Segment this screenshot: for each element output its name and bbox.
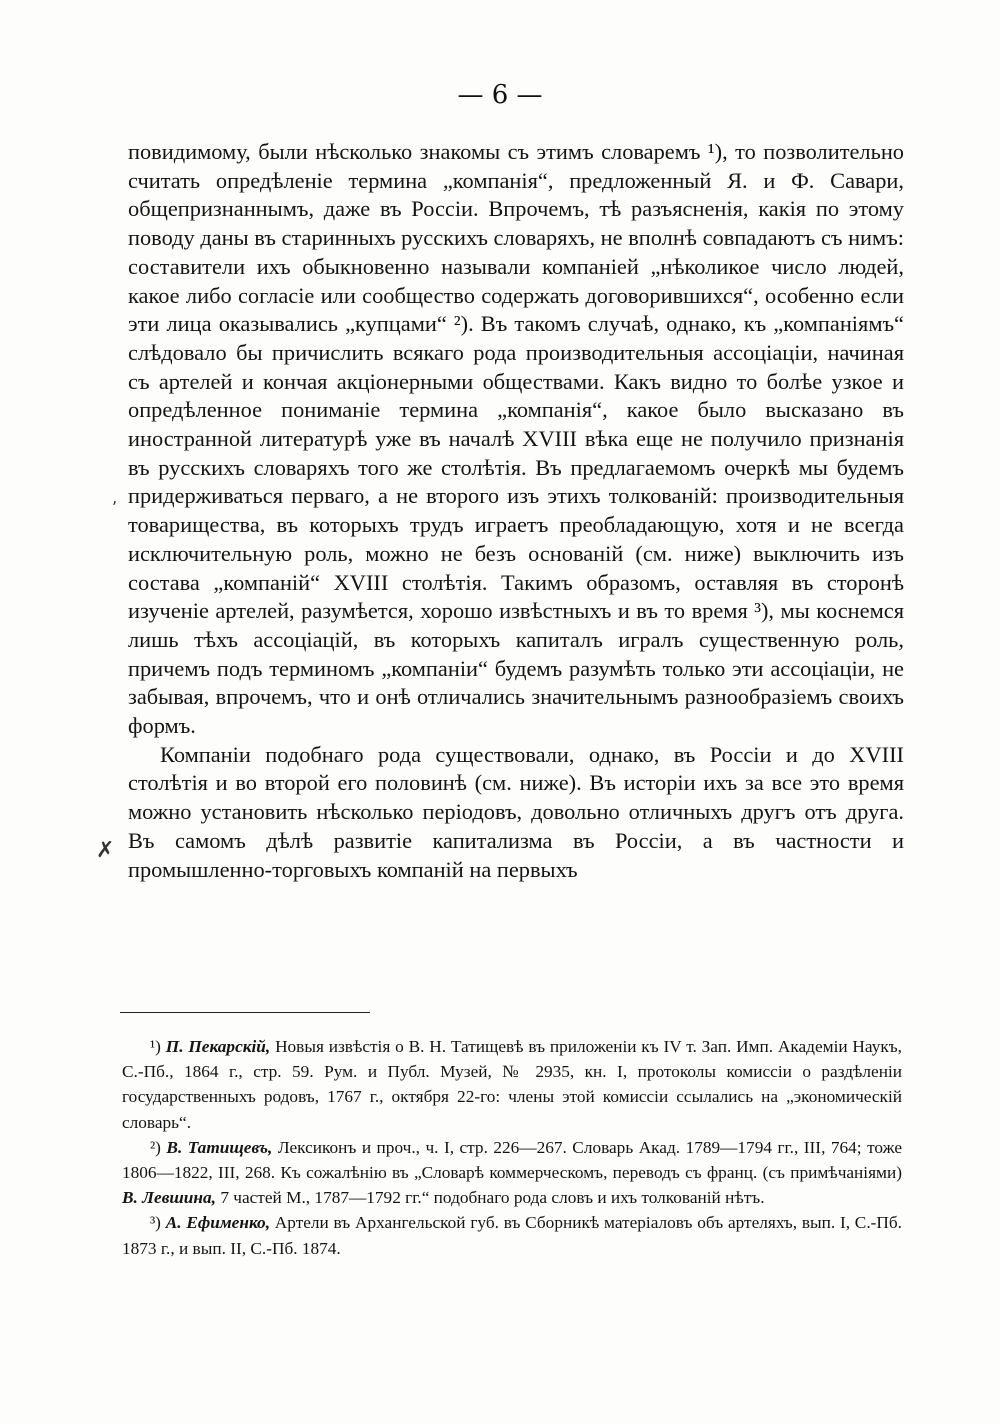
paragraph: Компаніи подобнаго рода существовали, однако, въ Россіи и до XVIII столѣтія и во второй его половинѣ (см. ниже). Въ исторіи ихъ за все это время можно установить нѣсколько періодовъ, довольно отличныхъ другъ отъ друга. Въ самомъ дѣлѣ развитіе капитализма въ Россіи, а въ частности и промышленно-торговыхъ компаній на первыхъ [128, 741, 904, 882]
main-text [128, 138, 904, 884]
footnote-text: Новыя извѣстія о В. Н. Татищевѣ въ приложеніи къ IV т. Зап. Имп. Академіи Наукъ, С.-Пб., 1864 г., стр. 59. Рум. и Публ. Музей, № 2935, кн. I, протоколы комиссіи о раздѣленіи государственныхъ родовъ, 1767 г., октября 22-го: члены этой комиссіи ссылались на „экономическій словарь“. [122, 1037, 902, 1132]
footnote-3 [122, 1210, 902, 1260]
margin-tick-mark: ‚ [112, 488, 118, 507]
footnote-rule [120, 1012, 370, 1013]
footnote-1 [122, 1034, 902, 1135]
footnote-text: Артели въ Архангельской губ. въ Сборникѣ матеріаловъ объ артеляхъ, вып. I, С.-Пб. 1873 г., и вып. II, С.-Пб. 1874. [122, 1213, 902, 1258]
footnote-author: П. Пекарскій, [165, 1037, 271, 1056]
footnote-author: В. Левшина, [122, 1188, 216, 1208]
page-number: — 6 — [457, 80, 543, 110]
footnote-author: В. Татищевъ, [166, 1137, 273, 1157]
footnote-marker: ¹) [150, 1037, 161, 1056]
paragraph: повидимому, были нѣсколько знакомы съ этимъ словаремъ ¹), то позволительно считать опредѣленіе термина „компанія“, предложенный Я. и Ф. Савари, общепризнаннымъ, даже въ Россіи. Впрочемъ, тѣ разъясненія, какія по этому поводу даны въ старинныхъ русскихъ словаряхъ, не вполнѣ совпадаютъ съ нимъ: составители ихъ обыкновенно называли компаніей „нѣколикое число людей, какое либо согласіе или сообщество содержать договорившихся“, особенно если эти лица оказывались „купцами“ ²). Въ такомъ случаѣ, однако, къ „компаніямъ“ слѣдовало бы причислить всякаго рода производительныя ассоціаціи, начиная съ артелей и кончая акціонерными обществами. Какъ видно то болѣе узкое и опредѣленное пониманіе термина „компанія“, какое было высказано въ иностранной литературѣ уже въ началѣ XVIII вѣка еще не получило признанія въ русскихъ словаряхъ того же столѣтія. Въ предлагаемомъ очеркѣ мы будемъ придерживаться перваго, а не второго изъ этихъ толкованій: производительныя товарищества, въ которыхъ трудъ играетъ преобладающую, хотя и не всегда исключительную роль, можно не безъ основаній (см. ниже) выключить изъ состава „компаній“ XVIII столѣтія. Такимъ образомъ, оставляя въ сторонѣ изученіе артелей, разумѣется, хорошо извѣстныхъ и въ то время ³), мы коснемся лишь тѣхъ ассоціацій, въ которыхъ капиталъ игралъ существенную роль, причемъ подъ терминомъ „компаніи“ будемъ разумѣть только эти ассоціаціи, не забывая, впрочемъ, что и онѣ отличались значительнымъ разнообразіемъ своихъ формъ. [128, 139, 904, 739]
footnote-marker: ³) [150, 1213, 161, 1233]
footnote-marker: ²) [150, 1137, 161, 1157]
footnote-author: А. Ефименко, [165, 1213, 271, 1233]
footnotes [122, 1034, 902, 1261]
footnote-text: 7 частей М., 1787—1792 гг.“ подобнаго рода словъ и ихъ толкованій нѣтъ. [220, 1188, 765, 1208]
footnote-2 [122, 1135, 902, 1211]
footnote-text: Лексиконъ и проч., ч. I, стр. 226—267. Словарь Акад. 1789—1794 гг., III, 764; тоже 1806—1822, III, 268. Къ сожалѣнію въ „Словарѣ коммерческомъ, переводъ съ франц. (съ примѣчаніями) [122, 1137, 902, 1183]
margin-handwritten-mark: ✗ [96, 838, 115, 863]
